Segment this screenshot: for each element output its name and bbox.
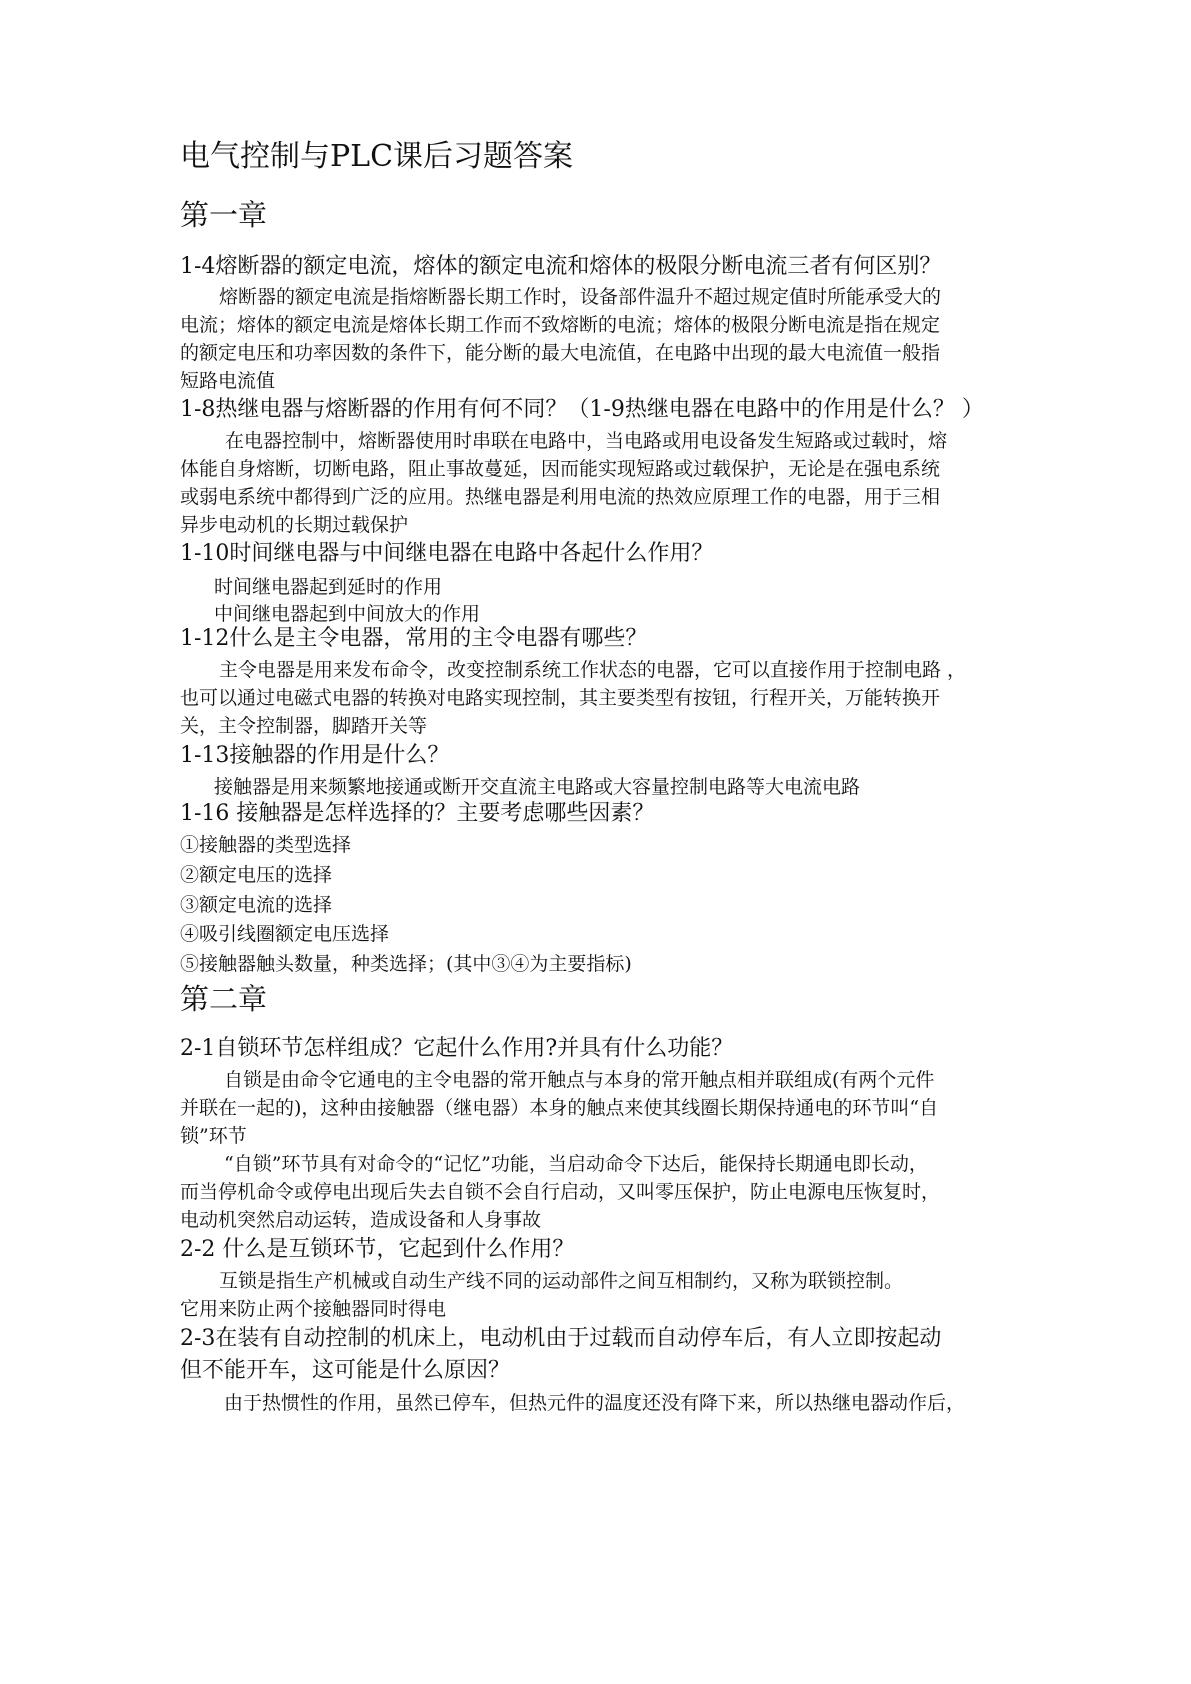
question-2-3-continued: 但不能开车，这可能是什么原因？ — [180, 1358, 511, 1383]
answer-line: 而当停机命令或停电出现后失去自锁不会自行启动，又叫零压保护，防止电源电压恢复时， — [180, 1181, 941, 1203]
answer-line: 锁”环节 — [180, 1125, 247, 1147]
answer-line: 关，主令控制器，脚踏开关等 — [180, 715, 428, 737]
question-1-8: 1-8热继电器与熔断器的作用有何不同？（1-9热继电器在电路中的作用是什么？ ） — [180, 397, 984, 422]
answer-line: 主令电器是用来发布命令，改变控制系统工作状态的电器，它可以直接作用于控制电路 ， — [219, 659, 967, 681]
question-2-3: 2-3在装有自动控制的机床上，电动机由于过载而自动停车后，有人立即按起动 — [180, 1326, 942, 1351]
question-1-12: 1-12什么是主令电器，常用的主令电器有哪些？ — [180, 626, 648, 651]
answer-line: 自锁是由命令它通电的主令电器的常开触点与本身的常开触点相并联组成(有两个元件 — [224, 1069, 935, 1091]
answer-line: “自锁”环节具有对命令的“记忆”功能，当启动命令下达后，能保持长期通电即长动， — [224, 1153, 928, 1175]
answer-line: 或弱电系统中都得到广泛的应用。热继电器是利用电流的热效应原理工作的电器，用于三相 — [180, 486, 941, 508]
answer-line: 异步电动机的长期过载保护 — [180, 514, 409, 536]
answer-line: 也可以通过电磁式电器的转换对电路实现控制，其主要类型有按钮，行程开关，万能转换开 — [180, 687, 941, 709]
question-2-1: 2-1自锁环节怎样组成？它起什么作用?并具有什么功能？ — [180, 1036, 734, 1061]
answer-line: 体能自身熔断，切断电路，阻止事故蔓延，因而能实现短路或过载保护，无论是在强电系统 — [180, 458, 941, 480]
answer-line: 的额定电压和功率因数的条件下，能分断的最大电流值，在电路中出现的最大电流值一般指 — [180, 342, 941, 364]
answer-line: ③额定电流的选择 — [180, 894, 333, 916]
answer-line: 中间继电器起到中间放大的作用 — [214, 603, 481, 625]
question-1-16: 1-16 接触器是怎样选择的？主要考虑哪些因素？ — [180, 801, 655, 826]
answer-line: 并联在一起的)，这种由接触器（继电器）本身的触点来使其线圈长期保持通电的环节叫“自 — [180, 1097, 939, 1119]
answer-line: 互锁是指生产机械或自动生产线不同的运动部件之间互相制约，又称为联锁控制。 — [219, 1270, 904, 1292]
answer-line: ④吸引线圈额定电压选择 — [180, 923, 390, 945]
chapter-heading-2: 第二章 — [180, 982, 268, 1016]
answer-line: 由于热惯性的作用，虽然已停车，但热元件的温度还没有降下来，所以热继电器动作后， — [224, 1392, 966, 1414]
answer-line: 它用来防止两个接触器同时得电 — [180, 1298, 447, 1320]
chapter-heading-1: 第一章 — [180, 198, 268, 232]
answer-line: 熔断器的额定电流是指熔断器长期工作时，设备部件温升不超过规定值时所能承受大的 — [219, 286, 942, 308]
answer-line: 时间继电器起到延时的作用 — [214, 576, 443, 598]
answer-line: ②额定电压的选择 — [180, 864, 333, 886]
question-1-13: 1-13接触器的作用是什么？ — [180, 743, 450, 768]
answer-line: 短路电流值 — [180, 370, 276, 392]
question-2-2: 2-2 什么是互锁环节，它起到什么作用？ — [180, 1237, 575, 1262]
answer-line: 在电器控制中，熔断器使用时串联在电路中，当电路或用电设备发生短路或过载时，熔 — [225, 430, 948, 452]
answer-line: 接触器是用来频繁地接通或断开交直流主电路或大容量控制电路等大电流电路 — [214, 776, 861, 798]
answer-line: 电动机突然启动运转，造成设备和人身事故 — [180, 1209, 542, 1231]
question-1-10: 1-10时间继电器与中间继电器在电路中各起什么作用？ — [180, 541, 714, 566]
answer-line: ①接触器的类型选择 — [180, 834, 352, 856]
question-1-4: 1-4熔断器的额定电流，熔体的额定电流和熔体的极限分断电流三者有何区别？ — [180, 254, 942, 279]
answer-line: 电流；熔体的额定电流是熔体长期工作而不致熔断的电流；熔体的极限分断电流是指在规定 — [180, 314, 941, 336]
document-title: 电气控制与PLC课后习题答案 — [180, 139, 574, 174]
answer-line: ⑤接触器触头数量，种类选择；(其中③④为主要指标) — [180, 953, 632, 975]
